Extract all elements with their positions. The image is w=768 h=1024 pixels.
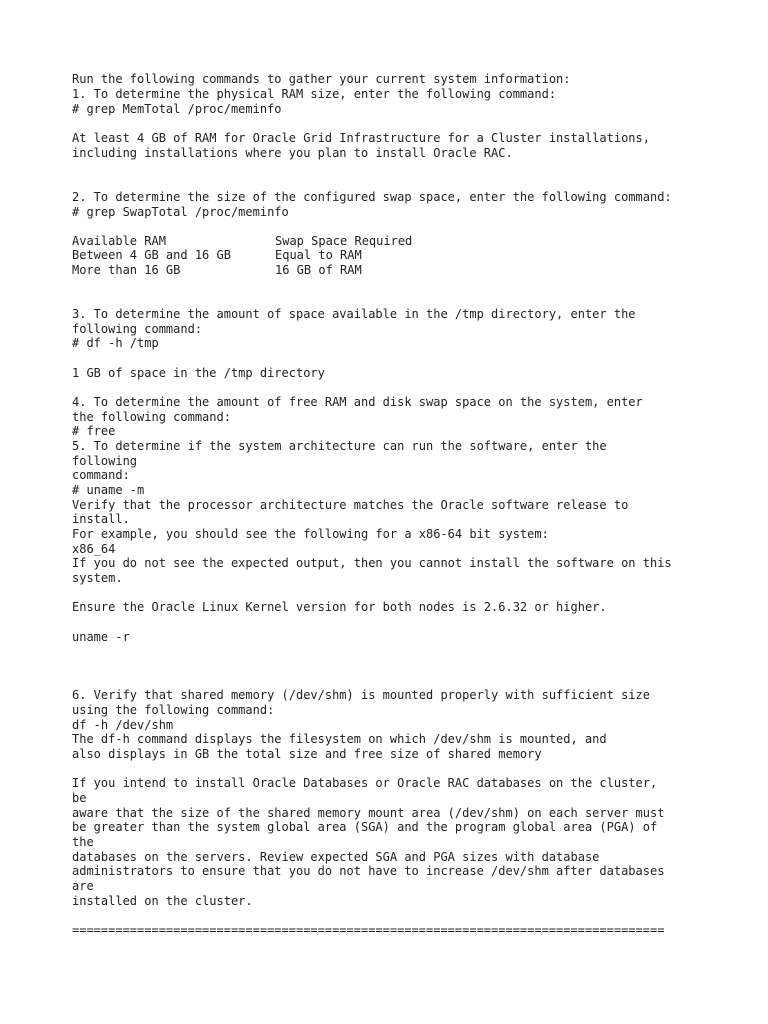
step6-line-1: 6. Verify that shared memory (/dev/shm) is mounted properly with sufficient size — [72, 688, 650, 702]
swap-table-header-ram: Available RAM — [72, 234, 166, 248]
step4-title-line-1: 4. To determine the amount of free RAM and disk swap space on the system, enter — [72, 395, 643, 409]
step5-line-5: Verify that the processor architecture matches the Oracle software release to — [72, 498, 629, 512]
step5-line-10: system. — [72, 571, 123, 585]
step6-line-4: The df-h command displays the filesystem on which /dev/shm is mounted, and — [72, 732, 607, 746]
shm-warning-line-2: be — [72, 791, 87, 805]
step4-command: # free — [72, 424, 116, 438]
step6-line-2: using the following command: — [72, 703, 275, 717]
shm-warning-line-8: are — [72, 879, 94, 893]
step1-command: # grep MemTotal /proc/meminfo — [72, 102, 282, 116]
shm-warning-line-4: be greater than the system global area (SGA) and the program global area (PGA) of — [72, 820, 658, 834]
step5-line-1: 5. To determine if the system architecture can run the software, enter the — [72, 439, 607, 453]
shm-warning-line-3: aware that the size of the shared memory mount area (/dev/shm) on each server must — [72, 806, 665, 820]
kernel-note: Ensure the Oracle Linux Kernel version for both nodes is 2.6.32 or higher. — [72, 600, 607, 614]
shm-warning-line-5: the — [72, 835, 94, 849]
kernel-command: uname -r — [72, 630, 130, 644]
shm-warning-line-7: administrators to ensure that you do not have to increase /dev/shm after databases — [72, 864, 665, 878]
ram-note-line-2: including installations where you plan to install Oracle RAC. — [72, 146, 513, 160]
step5-expected-output: x86_64 — [72, 542, 116, 556]
step3-command: # df -h /tmp — [72, 336, 159, 350]
step3-title-line-1: 3. To determine the amount of space available in the /tmp directory, enter the — [72, 307, 636, 321]
step5-line-6: install. — [72, 512, 130, 526]
swap-table-row1-swap: Equal to RAM — [275, 248, 362, 262]
step4-title-line-2: the following command: — [72, 410, 231, 424]
swap-table-row2-ram: More than 16 GB — [72, 263, 181, 277]
separator-line: ================================================================================== — [72, 923, 665, 937]
shm-warning-line-1: If you intend to install Oracle Databases or Oracle RAC databases on the cluster, — [72, 776, 658, 790]
step5-line-7: For example, you should see the following for a x86-64 bit system: — [72, 527, 549, 541]
step2-command: # grep SwapTotal /proc/meminfo — [72, 205, 289, 219]
intro-heading: Run the following commands to gather your current system information: — [72, 72, 571, 86]
step5-line-2: following — [72, 454, 138, 468]
step5-line-9: If you do not see the expected output, then you cannot install the software on this — [72, 556, 672, 570]
shm-warning-line-6: databases on the servers. Review expected SGA and PGA sizes with database — [72, 850, 600, 864]
step1-title: 1. To determine the physical RAM size, enter the following command: — [72, 87, 557, 101]
step6-command: df -h /dev/shm — [72, 718, 174, 732]
tmp-space-note: 1 GB of space in the /tmp directory — [72, 366, 325, 380]
step2-title: 2. To determine the size of the configured swap space, enter the following command: — [72, 190, 672, 204]
swap-table-row2-swap: 16 GB of RAM — [275, 263, 362, 277]
step3-title-line-2: following command: — [72, 322, 203, 336]
ram-note-line-1: At least 4 GB of RAM for Oracle Grid Infrastructure for a Cluster installations, — [72, 131, 650, 145]
swap-table-row1-ram: Between 4 GB and 16 GB — [72, 248, 231, 262]
step5-line-3: command: — [72, 468, 130, 482]
swap-table-header-swap: Swap Space Required — [275, 234, 413, 248]
step5-command: # uname -m — [72, 483, 145, 497]
step6-line-5: also displays in GB the total size and free size of shared memory — [72, 747, 542, 761]
shm-warning-line-9: installed on the cluster. — [72, 894, 253, 908]
